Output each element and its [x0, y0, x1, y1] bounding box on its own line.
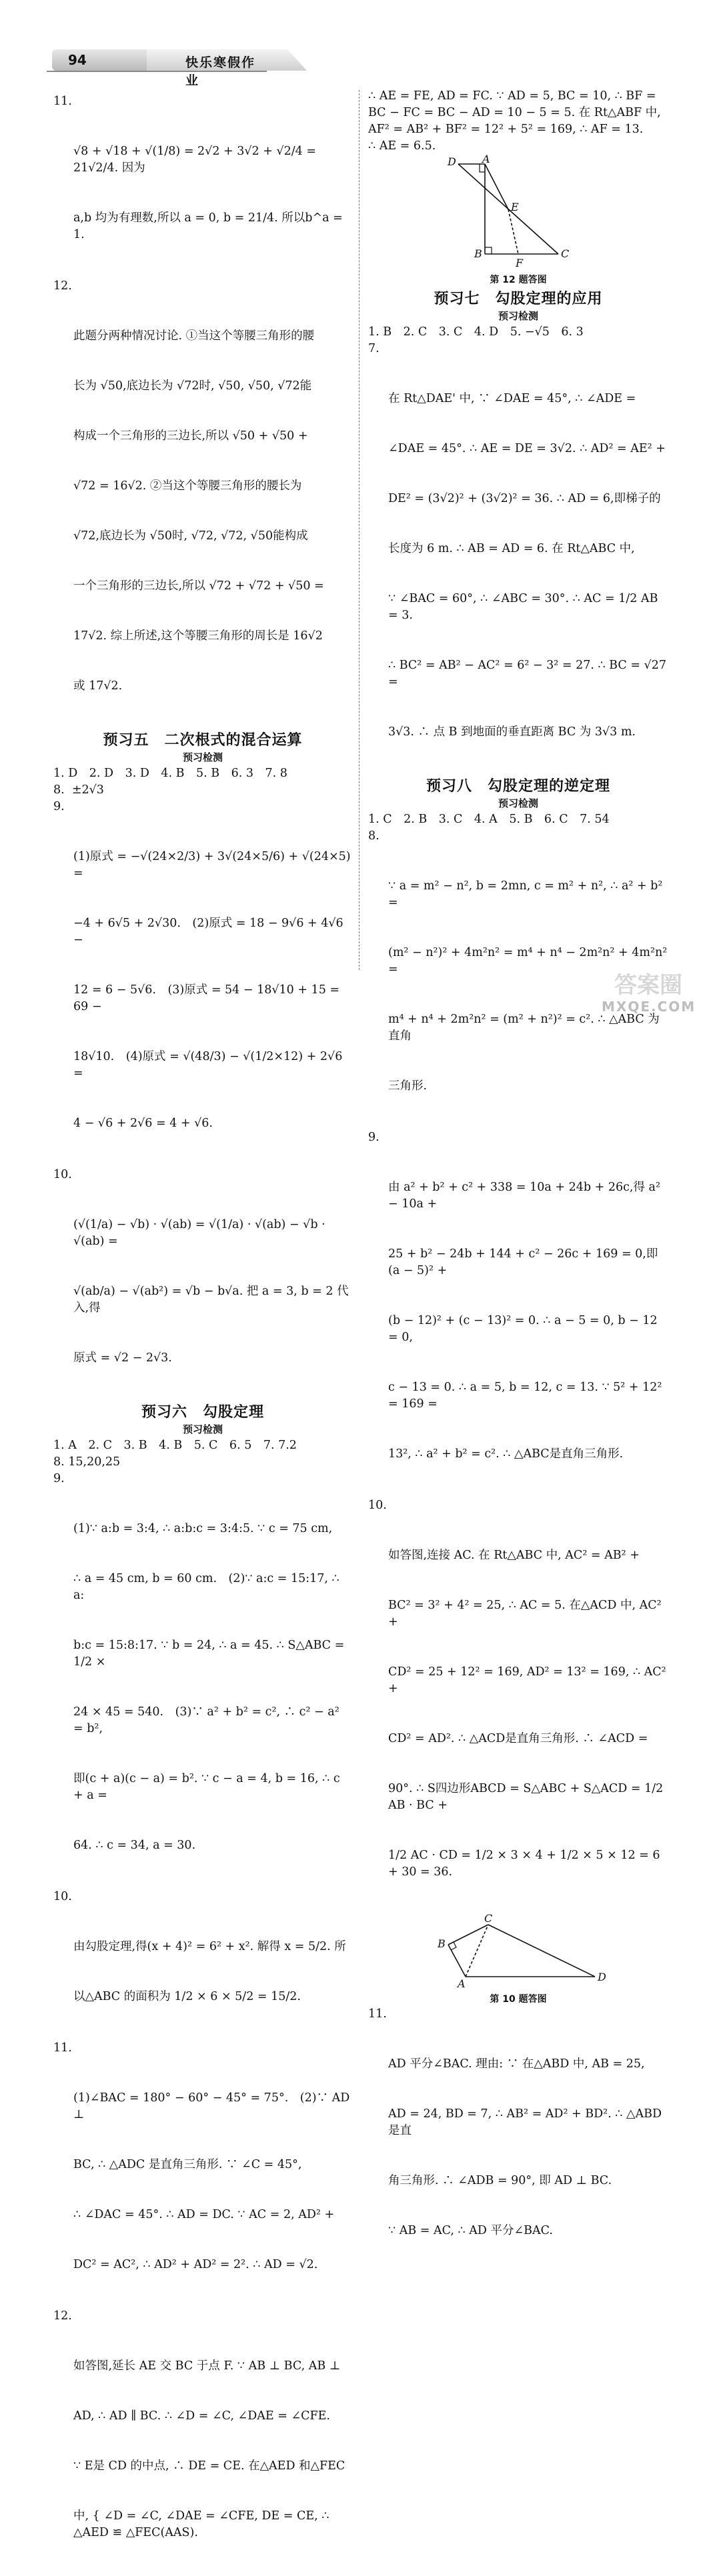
answer-line: AF² = AB² + BF² = 12² + 5² = 169, ∴ AF = 13. — [368, 123, 644, 136]
item-number: 11. — [53, 95, 72, 108]
label-b: B — [474, 247, 482, 260]
answer-line: ∵ a = m² − n², b = 2mn, c = m² + n², ∴ a² + b² = — [388, 879, 666, 909]
item-number: 10. — [53, 1890, 72, 1903]
answer-line: 90°. ∴ S四边形ABCD = S△ABC + S△ACD = 1/2 AB · BC + — [388, 1782, 667, 1812]
answer-line: a,b 均为有理数,所以 a = 0, b = 21/4. 所以b^a = 1. — [73, 211, 347, 241]
label-e: E — [511, 201, 519, 213]
segment-bc — [448, 1925, 488, 1945]
section-subtitle-5: 预习检测 — [182, 751, 223, 763]
answer-line: √72 = 16√2. ②当这个等腰三角形的腰长为 — [73, 479, 302, 493]
answer-line: 此题分两种情况讨论. ①当这个等腰三角形的腰 — [73, 329, 315, 343]
answer-line: 中, { ∠D = ∠C, ∠DAE = ∠CFE, DE = CE, ∴ △AED ≌ △FEC(AAS). — [73, 2509, 333, 2539]
answer-line: c − 13 = 0. ∴ a = 5, b = 12, c = 13. ∵ 5² + 12² = 169 = — [388, 1381, 666, 1411]
answer-line: ∠DAE = 45°. ∴ AE = DE = 3√2. ∴ AD² = AE² + — [388, 442, 666, 455]
answer-line: 在 Rt△DAE' 中, ∵ ∠DAE = 45°, ∴ ∠ADE = — [388, 392, 636, 405]
item-number: 12. — [53, 279, 72, 293]
answer-line: √72,底边长为 √50时, √72, √72, √50能构成 — [73, 529, 308, 543]
section-title-7: 预习七 勾股定理的应用 — [434, 291, 603, 307]
answer-line: ∵ E是 CD 的中点, ∴ DE = CE. 在△AED 和△FEC — [73, 2459, 345, 2473]
page-number: 94 — [68, 52, 87, 68]
segment-ae — [485, 164, 508, 209]
answer-line: 25 + b² − 24b + 144 + c² − 26c + 169 = 0,即(a − 5)² + — [388, 1247, 658, 1277]
answer-11 — [53, 93, 352, 277]
choice-answers: 1. D 2. D 3. D 4. B 5. B 6. 3 7. 8 — [53, 767, 287, 780]
item-number: 9. — [53, 800, 65, 813]
answer-line: −4 + 6√5 + 2√30. (2)原式 = 18 − 9√6 + 4√6 − — [73, 917, 347, 947]
header-rule — [47, 71, 267, 72]
answer-line: 如答图,连接 AC. 在 Rt△ABC 中, AC² = AB² + — [388, 1549, 640, 1562]
section-subtitle-7: 预习检测 — [498, 310, 538, 322]
answer-line: (b − 12)² + (c − 13)² = 0. ∴ a − 5 = 0, b − 12 = 0, — [388, 1314, 662, 1344]
answer-line: 长为 √50,底边长为 √72时, √50, √50, √72能 — [73, 379, 312, 393]
answer-line: BC² = 3² + 4² = 25, ∴ AC = 5. 在△ACD 中, AC² + — [388, 1599, 666, 1629]
answer-line: ∴ a = 45 cm, b = 60 cm. (2)∵ a:c = 15:17, ∴ a: — [73, 1572, 343, 1602]
answer-line: (m² − n²)² + 4m²n² = m⁴ + n⁴ − 2m²n² + 4m²n² = — [388, 946, 671, 976]
section-title-8: 预习八 勾股定理的逆定理 — [426, 778, 610, 795]
watermark-url: MXQE.COM — [602, 999, 696, 1015]
fill-answers: 8. 15,20,25 — [53, 1455, 121, 1469]
answer-line: 12 = 6 − 5√6. (3)原式 = 54 − 18√10 + 15 = 69 − — [73, 983, 343, 1013]
choice-answers: 1. A 2. C 3. B 4. B 5. C 6. 5 7. 7.2 — [53, 1439, 297, 1452]
answer-line: AD, ∴ AD ∥ BC. ∴ ∠D = ∠C, ∠DAE = ∠CFE. — [73, 2409, 330, 2423]
answer-line: 由 a² + b² + c² + 338 = 10a + 24b + 26c,得 a² − 10a + — [388, 1181, 664, 1211]
figure-12-caption: 第 12 题答图 — [490, 275, 547, 285]
item-number: 10. — [53, 1168, 72, 1181]
book-title: 快乐寒假作业 — [185, 55, 256, 88]
answer-9-sec5 — [53, 799, 355, 1165]
answer-12-sec6 — [53, 2308, 352, 2575]
answer-line: ∴ AE = 6.5. — [368, 139, 436, 153]
section-subtitle-8: 预习检测 — [498, 797, 538, 809]
answer-line: √8 + √18 + √(1/8) = 2√2 + 3√2 + √2/4 = 21√2/4. 因为 — [73, 145, 320, 175]
answer-line: (1)∠BAC = 180° − 60° − 45° = 75°. (2)∵ AD ⊥ — [73, 2091, 354, 2121]
watermark-logo — [602, 972, 695, 1019]
answer-line: ∵ ∠BAC = 60°, ∴ ∠ABC = 30°. ∴ AC = 1/2 AB = 3. — [388, 592, 662, 622]
answer-line: 一个三角形的三边长,所以 √72 + √72 + √50 = — [73, 579, 324, 593]
answer-line: 4 − √6 + 2√6 = 4 + √6. — [73, 1117, 213, 1130]
answer-10-sec8 — [368, 1497, 668, 1914]
answer-line: 18√10. (4)原式 = √(48/3) − √(1/2×12) + 2√6 = — [73, 1050, 346, 1080]
segment-cd — [488, 1925, 595, 1977]
label-b: B — [438, 1937, 446, 1950]
answer-line: 1/2 AC · CD = 1/2 × 3 × 4 + 1/2 × 5 × 12 = 6 + 30 = 36. — [388, 1849, 664, 1879]
item-number: 8. — [368, 829, 380, 843]
item-number: 11. — [368, 2007, 387, 2021]
answer-9-sec6 — [53, 1471, 352, 1887]
figure-10 — [428, 1912, 608, 1990]
section-subtitle-6: 预习检测 — [182, 1423, 223, 1435]
answer-line: ∴ ∠DAC = 45°. ∴ AD = DC. ∵ AC = 2, AD² + — [73, 2208, 335, 2221]
answer-line: DE² = (3√2)² + (3√2)² = 36. ∴ AD = 6,即梯子的 — [388, 492, 661, 505]
answer-line: CD² = 25 + 12² = 169, AD² = 13² = 169, ∴ AC² + — [388, 1665, 670, 1695]
label-d: D — [448, 155, 456, 168]
answer-line: 角三角形. ∴ ∠ADB = 90°, 即 AD ⊥ BC. — [388, 2174, 612, 2187]
label-f: F — [516, 257, 524, 269]
answer-line: b:c = 15:8:17. ∵ b = 24, ∴ a = 45. ∴ S△ABC = 1/2 × — [73, 1639, 348, 1669]
segment-ac — [466, 1925, 488, 1977]
answer-7-sec7 — [368, 341, 668, 774]
label-a: A — [458, 1977, 466, 1990]
answer-line: ∴ BC² = AB² − AC² = 6² − 3² = 27. ∴ BC = √27 = — [388, 659, 670, 689]
answer-line: √(ab/a) − √(ab²) = √b − b√a. 把 a = 3, b = 2 代入,得 — [73, 1285, 349, 1315]
right-angle-b — [485, 247, 492, 254]
answer-line: 由勾股定理,得(x + 4)² = 6² + x². 解得 x = 5/2. 所 — [73, 1940, 346, 1953]
answer-line: 64. ∴ c = 34, a = 30. — [73, 1839, 196, 1852]
figure-10-caption: 第 10 题答图 — [490, 1994, 547, 2005]
answer-line: 即(c + a)(c − a) = b². ∵ c − a = 4, b = 16, ∴ c + a = — [73, 1772, 344, 1802]
answer-10-sec6 — [53, 1889, 352, 2039]
answer-line: 17√2. 综上所述,这个等腰三角形的周长是 16√2 — [73, 629, 323, 643]
answer-line: 原式 = √2 − 2√3. — [73, 1351, 172, 1365]
answer-line: ∴ AE = FE, AD = FC. ∵ AD = 5, BC = 10, ∴ BF = — [368, 89, 656, 103]
figure-12 — [445, 153, 592, 271]
figure-12-diagram — [445, 153, 592, 271]
right-column — [368, 88, 671, 2274]
answer-11-sec8 — [368, 2006, 668, 2273]
item-number: 10. — [368, 1499, 387, 1512]
answer-12 — [53, 278, 352, 728]
item-number: 9. — [53, 1472, 65, 1485]
left-column — [53, 93, 355, 2576]
figure-10-diagram — [428, 1912, 608, 1990]
label-c: C — [561, 247, 570, 260]
answer-line: AD 平分∠BAC. 理由: ∵ 在△ABD 中, AB = 25, — [388, 2057, 645, 2071]
item-number: 7. — [368, 342, 380, 355]
page-header — [47, 48, 267, 88]
answer-line: 长度为 6 m. ∴ AB = AD = 6. 在 Rt△ABC 中, — [388, 542, 635, 555]
answer-10-sec5 — [53, 1167, 352, 1400]
answer-line: 以△ABC 的面积为 1/2 × 6 × 5/2 = 15/2. — [73, 1990, 301, 2003]
answer-line: BC, ∴ △ADC 是直角三角形. ∵ ∠C = 45°, — [73, 2158, 302, 2171]
column-divider — [359, 90, 360, 970]
section-title-6: 预习六 勾股定理 — [141, 1404, 264, 1421]
answer-line: AD = 24, BD = 7, ∴ AB² = AD² + BD². ∴ △ABD是直 — [388, 2107, 662, 2137]
answer-line: 24 × 45 = 540. (3)∵ a² + b² = c², ∴ c² − a² = b², — [73, 1705, 343, 1735]
answer-line: 13², ∴ a² + b² = c². ∴ △ABC是直角三角形. — [388, 1447, 624, 1461]
answer-11-sec6 — [53, 2040, 352, 2307]
section-title-5: 预习五 二次根式的混合运算 — [103, 732, 303, 749]
answer-line: (1)∵ a:b = 3:4, ∴ a:b:c = 3:4:5. ∵ c = 75 cm, — [73, 1522, 333, 1535]
answer-line: 或 17√2. — [73, 679, 123, 693]
answer-line: m⁴ + n⁴ + 2m²n² = (m² + n²)² = c². ∴ △ABC 为直角 — [388, 1013, 660, 1043]
answer-line: 构成一个三角形的三边长,所以 √50 + √50 + — [73, 429, 308, 443]
answer-line: DC² = AC², ∴ AD² + AD² = 2². ∴ AD = √2. — [73, 2258, 318, 2271]
item-number: 9. — [368, 1131, 380, 1144]
choice-answers: 1. C 2. B 3. C 4. A 5. B 6. C 7. 54 — [368, 813, 610, 826]
choice-answers: 1. B 2. C 3. C 4. D 5. −√5 6. 3 — [368, 325, 584, 339]
answer-line: 如答图,延长 AE 交 BC 于点 F. ∵ AB ⊥ BC, AB ⊥ — [73, 2359, 341, 2373]
label-d: D — [598, 1971, 606, 1983]
label-a: A — [482, 153, 490, 165]
answer-line: BC − FC = BC − AD = 10 − 5 = 5. 在 Rt△ABF 中, — [368, 106, 661, 119]
item-number: 11. — [53, 2041, 72, 2055]
answer-line: (1)原式 = −√(24×2/3) + 3√(24×5/6) + √(24×5) = — [73, 850, 355, 880]
watermark-text: 答案圈 — [614, 972, 682, 999]
label-c: C — [484, 1912, 493, 1925]
answer-line: ∵ AB = AC, ∴ AD 平分∠BAC. — [388, 2224, 553, 2237]
item-number: 12. — [53, 2309, 72, 2323]
answer-line: CD² = AD². ∴ △ACD是直角三角形. ∴ ∠ACD = — [388, 1732, 648, 1745]
answer-line: (√(1/a) − √b) · √(ab) = √(1/a) · √(ab) − √b · √(ab) = — [73, 1218, 329, 1248]
segment-ba — [448, 1945, 466, 1977]
fill-answers: 8. ±2√3 — [53, 783, 104, 797]
answer-line: 3√3. ∴ 点 B 到地面的垂直距离 BC 为 3√3 m. — [388, 725, 636, 739]
answer-9-sec8 — [368, 1129, 668, 1496]
answer-line: 三角形. — [388, 1079, 428, 1093]
